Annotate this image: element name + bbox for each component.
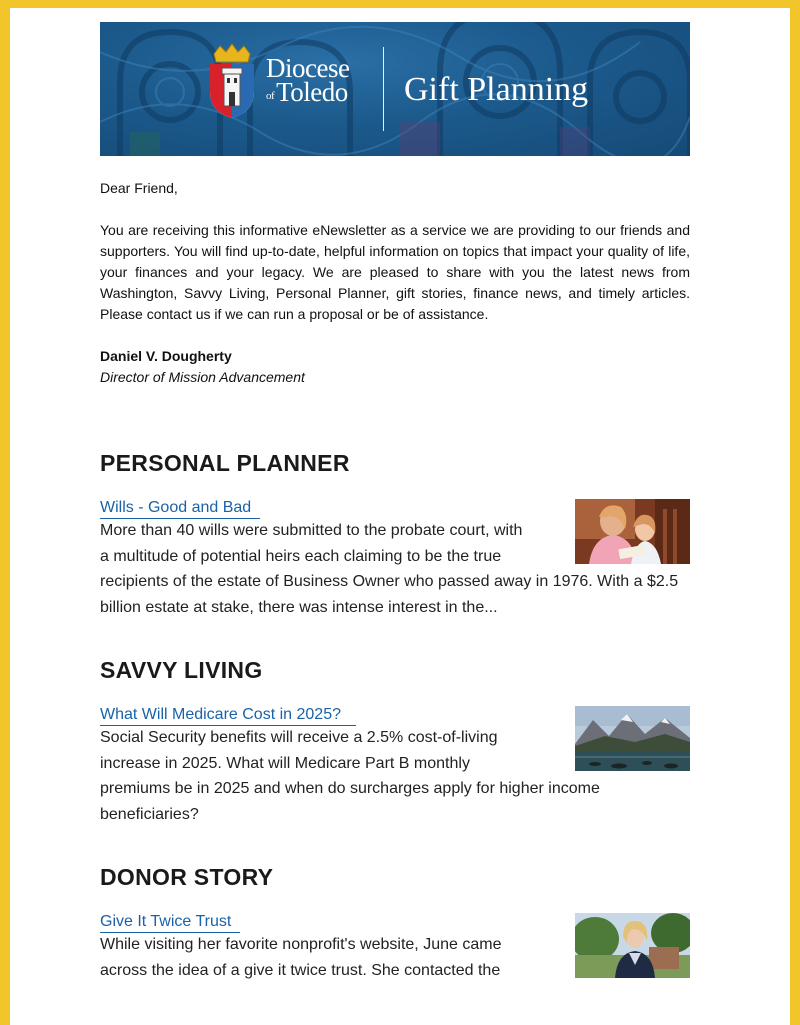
article bbox=[100, 497, 690, 620]
link-underline bbox=[100, 518, 260, 519]
signer-title: Director of Mission Advancement bbox=[100, 369, 305, 385]
banner-title: Gift Planning bbox=[404, 71, 589, 108]
banner-divider bbox=[383, 47, 384, 131]
section-donor-story bbox=[100, 863, 690, 983]
section-title: PERSONAL PLANNER bbox=[100, 450, 350, 476]
header-banner bbox=[100, 22, 690, 156]
section-title: DONOR STORY bbox=[100, 864, 274, 890]
stained-glass-background bbox=[100, 22, 690, 156]
newsletter-content bbox=[100, 22, 690, 983]
section-savvy-living bbox=[100, 656, 690, 827]
article-link-medicare[interactable]: What Will Medicare Cost in 2025? bbox=[100, 706, 341, 723]
article-text bbox=[100, 497, 690, 620]
diocese-line1: Diocese bbox=[266, 53, 350, 83]
section-personal-planner bbox=[100, 449, 690, 620]
section-title: SAVVY LIVING bbox=[100, 657, 263, 683]
article bbox=[100, 911, 690, 983]
article-body: Social Security benefits will receive a 2.5% cost-of-living increase in 2025. What will Medicare Part B monthly premiums be in 2025 and when do surcharges apply for higher income beneficiaries? bbox=[100, 729, 600, 823]
article-body: While visiting her favorite nonprofit's website, June came across the idea of a give it twice trust. She contacted the bbox=[100, 936, 502, 979]
signature-block bbox=[100, 346, 690, 388]
article-body: More than 40 wills were submitted to the probate court, with a multitude of potential heirs each claiming to be the true recipients of the estate of Business Owner who passed away in 1976. With a $2.5 billion estate at stake, there was intense interest in the... bbox=[100, 522, 679, 616]
greeting: Dear Friend, bbox=[100, 180, 178, 196]
signer-name: Daniel V. Dougherty bbox=[100, 348, 232, 364]
diocese-of: of bbox=[266, 90, 275, 102]
diocese-line2: Toledo bbox=[276, 77, 348, 107]
article-text bbox=[100, 704, 690, 827]
diocese-crest-logo bbox=[206, 42, 258, 120]
link-underline bbox=[100, 725, 356, 726]
link-underline bbox=[100, 932, 240, 933]
article-text bbox=[100, 911, 690, 983]
article-link-wills[interactable]: Wills - Good and Bad bbox=[100, 499, 252, 516]
intro-paragraph: You are receiving this informative eNewsletter as a service we are providing to our friends and supporters. You will find up-to-date, helpful information on topics that impact your quality of life, your finances and your legacy. We are pleased to share with you the latest news from Washington, Savvy Living, Personal Planner, gift stories, finance news, and timely articles. Please contact us if we can run a proposal or be of assistance. bbox=[100, 222, 690, 322]
article bbox=[100, 704, 690, 827]
article-link-give-it-twice[interactable]: Give It Twice Trust bbox=[100, 913, 232, 930]
diocese-wordmark bbox=[266, 53, 350, 108]
